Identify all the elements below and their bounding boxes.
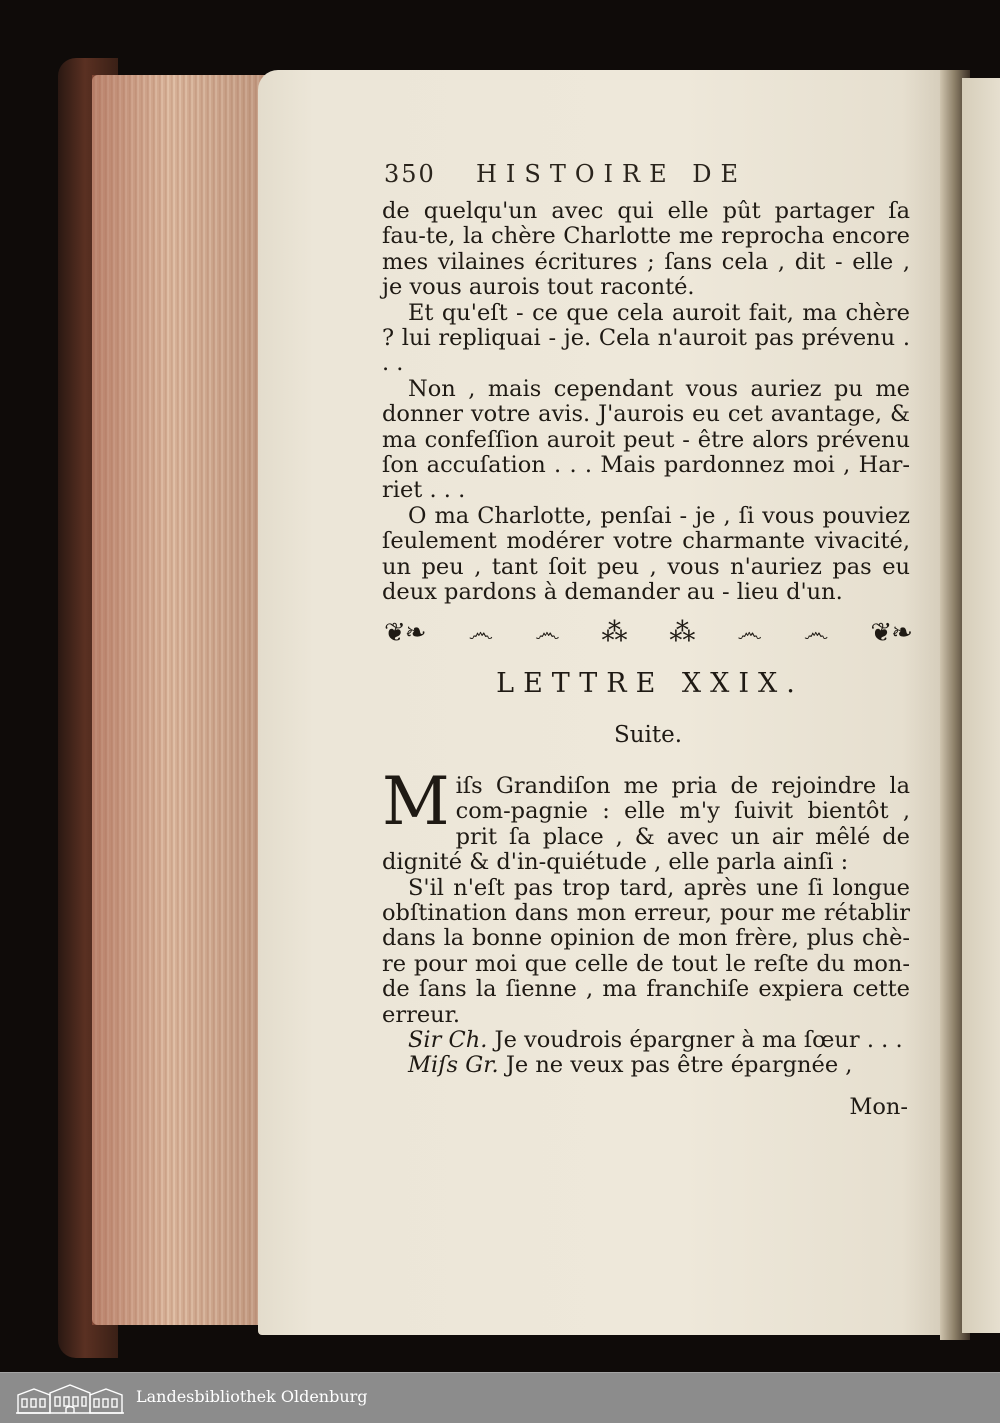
running-title: HISTOIRE DE xyxy=(476,160,747,188)
dialogue-text: Je ne veux pas être épargnée , xyxy=(505,1052,853,1079)
dialogue-text: Je voudrois épargner à ma ſœur . . . xyxy=(494,1027,903,1054)
speaker-name: Miſs Gr. xyxy=(408,1052,499,1079)
ornament-icon: ❦❧ xyxy=(870,618,912,648)
ornament-icon: ❦❧ xyxy=(384,618,426,648)
library-name: Landesbibliothek Oldenburg xyxy=(136,1387,368,1406)
ornament-icon: ⁂ xyxy=(601,618,627,648)
footer-bar xyxy=(0,1372,1000,1423)
letter-heading: LETTRE XXIX. xyxy=(496,668,804,699)
paragraph: O ma Charlotte, penſai - je , ſi vous pouviez ſeulement modérer votre charmante vivacité, un peu , tant ſoit peu , vous n'auriez pas eu deux pardons à demander au - lieu d'un. xyxy=(382,502,910,606)
paragraph: S'il n'eſt pas trop tard, après une ſi longue obſtination dans mon erreur, pour me rétablir dans la bonne opinion de mon frère, plus chè-re pour moi que celle de tout le reſte du mon-de ſans la ſienne , ma franchiſe expiera cette erreur. xyxy=(382,874,910,1028)
paragraph: Non , mais cependant vous auriez pu me donner votre avis. J'aurois eu cet avantage, & ma confeſſion auroit peut - être alors prévenu ſon accuſation . . . Mais pardonnez moi , Har-riet . . . xyxy=(382,375,910,504)
dialogue-line xyxy=(382,1028,910,1053)
drop-cap: M xyxy=(382,763,450,840)
ornament-icon: ෴ xyxy=(534,617,559,648)
speaker-name: Sir Ch. xyxy=(408,1027,488,1054)
ornament-icon: ෴ xyxy=(803,617,828,648)
paragraph: de quelqu'un avec qui elle pût partager ſa fau-te, la chère Charlotte me reprocha encore mes vilaines écritures ; ſans cela , dit - elle , je vous aurois tout raconté. xyxy=(382,198,910,301)
paragraph-text: iſs Grandiſon me pria de rejoindre la com-pagnie : elle m'y ſuivit bientôt , prit ſa place , & avec un air mêlé de dignité & d'in-quiétude , elle parla ainſi : xyxy=(382,773,910,876)
page-fore-edge xyxy=(92,75,267,1325)
text-block-letter xyxy=(382,763,910,1079)
letter-subheading: Suite. xyxy=(613,722,683,748)
ornament-icon: ෴ xyxy=(737,617,761,648)
facing-page-edge xyxy=(962,78,1000,1333)
dialogue-line xyxy=(382,1053,910,1078)
ornament-icon: ෴ xyxy=(468,617,493,648)
running-head xyxy=(384,158,814,198)
ornament-icon: ⁂ xyxy=(669,618,695,648)
page-number: 350 xyxy=(384,160,436,188)
paragraph: Et qu'eſt - ce que cela auroit fait, ma chère ? lui repliquai - je. Cela n'auroit pas prévenu . . . xyxy=(382,299,910,377)
library-building-icon xyxy=(14,1381,126,1415)
text-block-top xyxy=(382,199,910,606)
ornament-band xyxy=(384,616,912,650)
catchword: Mon- xyxy=(849,1094,908,1120)
paragraph xyxy=(382,763,910,876)
